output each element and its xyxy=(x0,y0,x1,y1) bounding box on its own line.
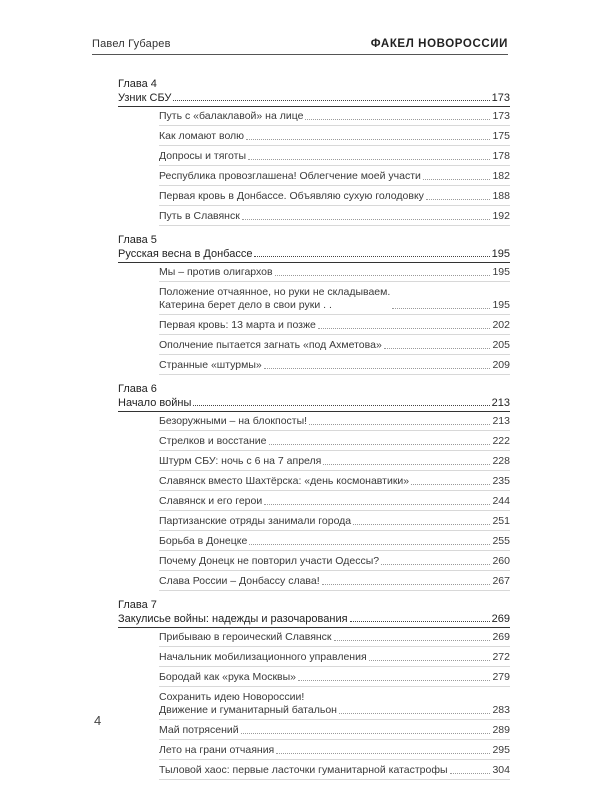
leader-dots xyxy=(248,159,490,160)
page-number: 4 xyxy=(94,713,102,728)
chapter-page: 213 xyxy=(491,397,510,409)
leader-dots xyxy=(305,119,490,120)
entry-page: 267 xyxy=(492,575,510,587)
chapter-page: 195 xyxy=(491,248,510,260)
leader-dots xyxy=(173,100,489,101)
leader-dots xyxy=(322,584,491,585)
chapter-block xyxy=(118,382,510,591)
toc-entry[interactable] xyxy=(159,475,510,491)
leader-dots xyxy=(381,564,490,565)
entry-title: Борьба в Донецке xyxy=(159,535,248,547)
entry-page: 192 xyxy=(492,210,510,222)
entry-page: 228 xyxy=(492,455,510,467)
entry-title-line: Положение отчаянное, но руки не складываем. xyxy=(159,286,391,298)
chapter-title: Узник СБУ xyxy=(118,92,172,104)
entry-page: 279 xyxy=(492,671,510,683)
entry-page: 244 xyxy=(492,495,510,507)
chapter-number: Глава 5 xyxy=(118,234,157,246)
running-header xyxy=(92,30,508,55)
toc-entry[interactable] xyxy=(159,190,510,206)
entry-title: Славянск вместо Шахтёрска: «день космонавтики» xyxy=(159,475,410,487)
entry-page: 295 xyxy=(492,744,510,756)
toc-entry[interactable] xyxy=(159,210,510,226)
toc-entry[interactable] xyxy=(159,691,510,720)
entry-page: 304 xyxy=(492,764,510,776)
entry-title: Славянск и его герои xyxy=(159,495,263,507)
entry-page: 289 xyxy=(492,724,510,736)
leader-dots xyxy=(353,524,490,525)
toc-entry[interactable] xyxy=(159,515,510,531)
entry-page: 235 xyxy=(492,475,510,487)
entry-title: Путь с «балаклавой» на лице xyxy=(159,110,304,122)
entry-title-line: Движение и гуманитарный батальон xyxy=(159,704,337,716)
entry-page: 260 xyxy=(492,555,510,567)
chapter-title-row[interactable] xyxy=(118,247,510,263)
leader-dots xyxy=(318,328,491,329)
chapter-number: Глава 6 xyxy=(118,383,157,395)
chapter-title-row[interactable] xyxy=(118,396,510,412)
chapter-title-row[interactable] xyxy=(118,91,510,107)
header-author: Павел Губарев xyxy=(92,38,171,50)
entry-page: 209 xyxy=(492,359,510,371)
entry-title: Штурм СБУ: ночь с 6 на 7 апреля xyxy=(159,455,322,467)
leader-dots xyxy=(254,256,489,257)
toc-entry[interactable] xyxy=(159,319,510,335)
leader-dots xyxy=(384,348,491,349)
entry-title: Слава России – Донбассу слава! xyxy=(159,575,320,587)
chapter-block xyxy=(118,598,510,780)
entry-title: Май потрясений xyxy=(159,724,239,736)
leader-dots xyxy=(264,368,491,369)
leader-dots xyxy=(264,504,490,505)
leader-dots xyxy=(269,444,491,445)
entry-title: Тыловой хаос: первые ласточки гуманитарной катастрофы xyxy=(159,764,448,776)
entry-title: Первая кровь: 13 марта и позже xyxy=(159,319,316,331)
toc-entry[interactable] xyxy=(159,170,510,186)
entry-page: 202 xyxy=(492,319,510,331)
leader-dots xyxy=(411,484,490,485)
toc-entry[interactable] xyxy=(159,266,510,282)
leader-dots xyxy=(309,424,490,425)
leader-dots xyxy=(334,640,491,641)
toc-entry[interactable] xyxy=(159,724,510,740)
entry-title: Первая кровь в Донбассе. Объявляю сухую голодовку xyxy=(159,190,424,202)
entry-title: Начальник мобилизационного управления xyxy=(159,651,367,663)
toc-entry[interactable] xyxy=(159,495,510,511)
leader-dots xyxy=(392,308,490,309)
leader-dots xyxy=(242,219,491,220)
entry-page: 175 xyxy=(492,130,510,142)
leader-dots xyxy=(369,660,491,661)
leader-dots xyxy=(426,199,491,200)
leader-dots xyxy=(350,621,490,622)
entry-title xyxy=(159,691,337,717)
toc-entry[interactable] xyxy=(159,130,510,146)
entry-title: Партизанские отряды занимали города xyxy=(159,515,352,527)
toc-entry[interactable] xyxy=(159,535,510,551)
entry-title-line: Катерина берет дело в свои руки . . xyxy=(159,299,332,311)
entry-title: Стрелков и восстание xyxy=(159,435,267,447)
toc-entry[interactable] xyxy=(159,651,510,667)
entry-page: 269 xyxy=(492,631,510,643)
toc-entry[interactable] xyxy=(159,455,510,471)
toc-entry[interactable] xyxy=(159,150,510,166)
leader-dots xyxy=(193,405,489,406)
entry-page: 255 xyxy=(492,535,510,547)
chapter-page: 269 xyxy=(491,613,510,625)
leader-dots xyxy=(241,733,491,734)
chapter-title: Русская весна в Донбассе xyxy=(118,248,253,260)
leader-dots xyxy=(275,275,491,276)
leader-dots xyxy=(339,713,491,714)
entry-page: 182 xyxy=(492,170,510,182)
chapter-title-row[interactable] xyxy=(118,612,510,628)
toc-entry[interactable] xyxy=(159,415,510,431)
entry-title: Бородай как «рука Москвы» xyxy=(159,671,297,683)
entry-title: Прибываю в героический Славянск xyxy=(159,631,332,643)
entry-title: Республика провозглашена! Облегчение моей участи xyxy=(159,170,421,182)
chapter-number: Глава 4 xyxy=(118,78,157,90)
toc-entry[interactable] xyxy=(159,555,510,571)
toc-entry[interactable] xyxy=(159,339,510,355)
entry-title: Путь в Славянск xyxy=(159,210,240,222)
leader-dots xyxy=(423,179,491,180)
entry-title: Безоружными – на блокпосты! xyxy=(159,415,308,427)
entry-page: 272 xyxy=(492,651,510,663)
toc-entry[interactable] xyxy=(159,286,510,315)
leader-dots xyxy=(450,773,491,774)
chapter-number: Глава 7 xyxy=(118,599,157,611)
toc-entry[interactable] xyxy=(159,359,510,375)
entry-page: 222 xyxy=(492,435,510,447)
entry-title: Почему Донецк не повторил участи Одессы? xyxy=(159,555,380,567)
toc-entry[interactable] xyxy=(159,744,510,760)
toc-entry[interactable] xyxy=(159,575,510,591)
entry-page: 188 xyxy=(492,190,510,202)
leader-dots xyxy=(323,464,490,465)
entry-title: Лето на грани отчаяния xyxy=(159,744,275,756)
entry-title xyxy=(159,286,390,312)
entry-title: Мы – против олигархов xyxy=(159,266,273,278)
entry-page: 195 xyxy=(492,299,510,311)
header-book-title: ФАКЕЛ НОВОРОССИИ xyxy=(370,38,508,50)
entry-title-line: Сохранить идею Новороссии! xyxy=(159,691,305,703)
toc-entry[interactable] xyxy=(159,435,510,451)
chapter-block xyxy=(118,77,510,226)
leader-dots xyxy=(246,139,490,140)
leader-dots xyxy=(249,544,490,545)
entry-title: Странные «штурмы» xyxy=(159,359,262,371)
leader-dots xyxy=(276,753,490,754)
leader-dots xyxy=(298,680,490,681)
entry-page: 213 xyxy=(492,415,510,427)
entry-page: 283 xyxy=(492,704,510,716)
entry-title: Допросы и тяготы xyxy=(159,150,246,162)
toc-entry[interactable] xyxy=(159,631,510,647)
toc-entry[interactable] xyxy=(159,671,510,687)
entry-page: 251 xyxy=(492,515,510,527)
chapter-page: 173 xyxy=(491,92,510,104)
entry-page: 173 xyxy=(492,110,510,122)
entry-page: 205 xyxy=(492,339,510,351)
entry-page: 178 xyxy=(492,150,510,162)
entry-title: Ополчение пытается загнать «под Ахметова» xyxy=(159,339,382,351)
toc-entry[interactable] xyxy=(159,764,510,780)
entry-title: Как ломают волю xyxy=(159,130,245,142)
toc-entry[interactable] xyxy=(159,110,510,126)
chapter-block xyxy=(118,233,510,375)
chapter-title: Начало войны xyxy=(118,397,192,409)
chapter-title: Закулисье войны: надежды и разочарования xyxy=(118,613,348,625)
entry-page: 195 xyxy=(492,266,510,278)
table-of-contents xyxy=(118,77,510,787)
